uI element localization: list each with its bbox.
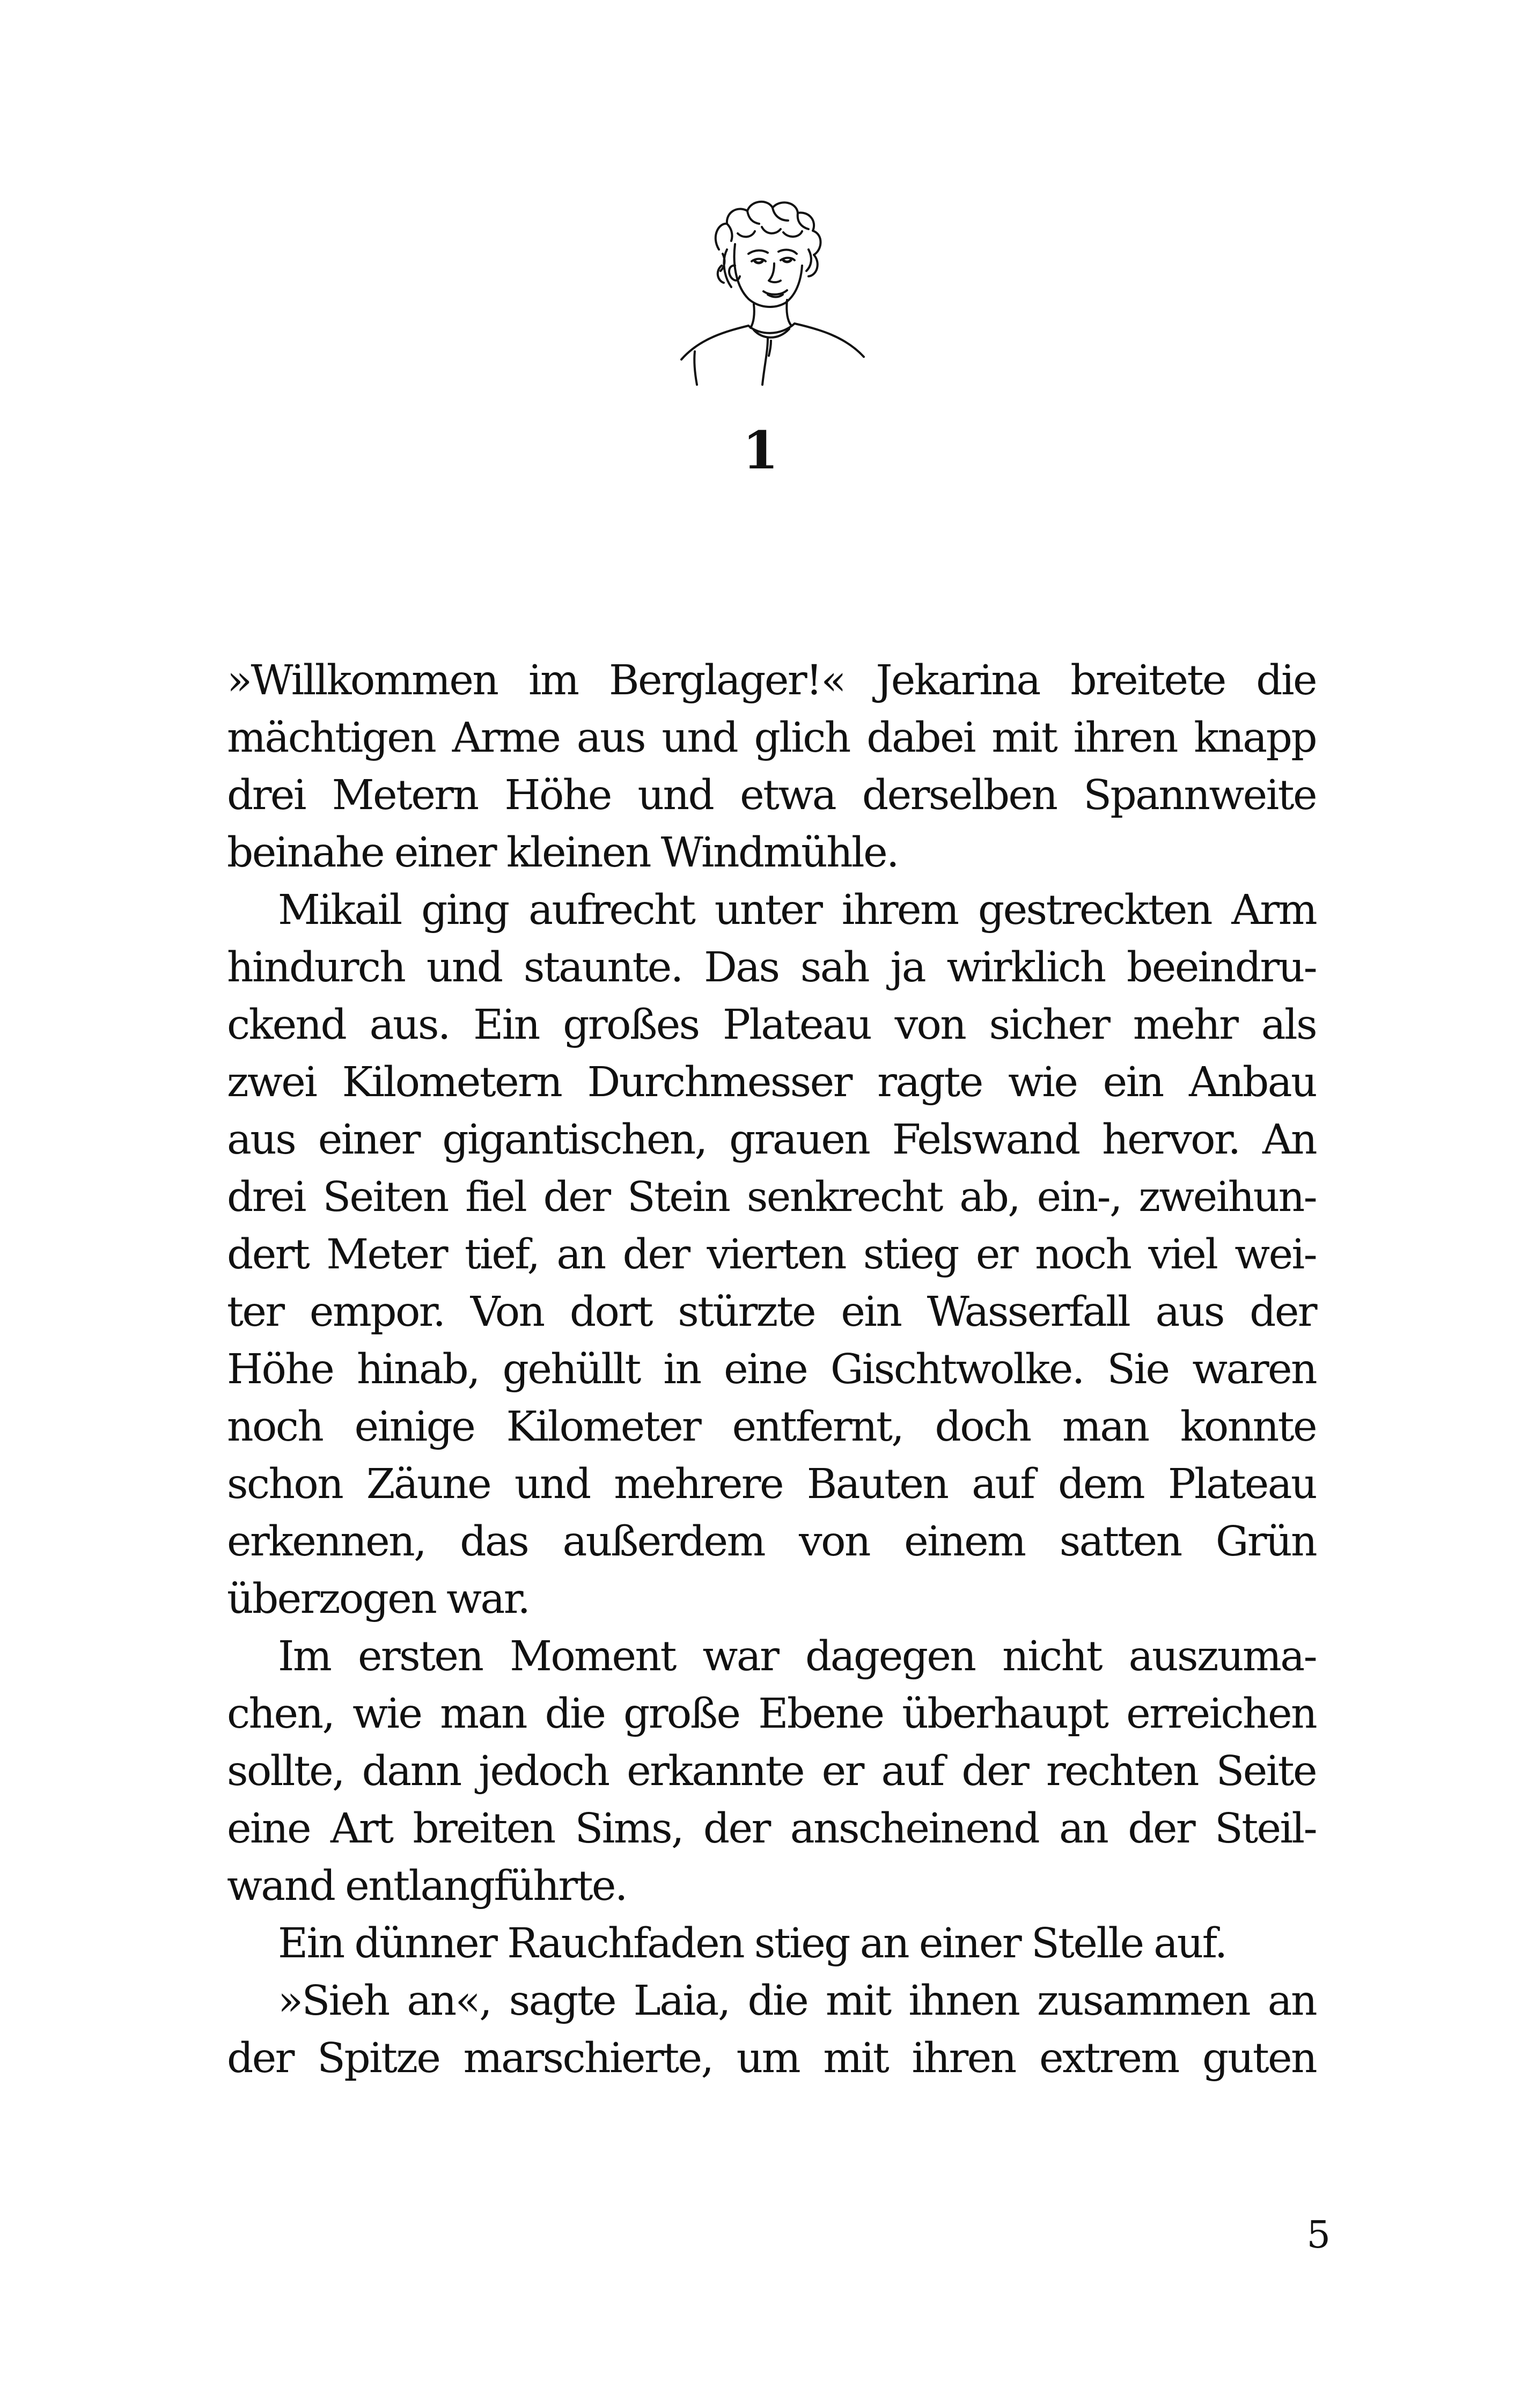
text-line: schon Zäune und mehrere Bauten auf dem Plateau (227, 1460, 1316, 1508)
text-line: aus einer gigantischen, grauen Felswand hervor. An (227, 1116, 1316, 1164)
text-line: »Sieh an«, sagte Laia, die mit ihnen zusammen an (278, 1977, 1316, 2025)
text-line: ter empor. Von dort stürzte ein Wasserfall aus der (227, 1288, 1316, 1336)
boy-portrait-icon (668, 185, 872, 389)
text-line: mächtigen Arme aus und glich dabei mit ihren knapp (227, 714, 1316, 762)
text-line: erkennen, das außerdem von einem satten Grün (227, 1518, 1316, 1566)
text-line: eine Art breiten Sims, der anscheinend an der Steil- (227, 1805, 1316, 1853)
chapter-body-text (227, 652, 1316, 2087)
text-line: beinahe einer kleinen Windmühle. (227, 829, 898, 877)
text-line: sollte, dann jedoch erkannte er auf der rechten Seite (227, 1748, 1316, 1795)
text-line: Ein dünner Rauchfaden stieg an einer Stelle auf. (278, 1920, 1226, 1967)
text-line: ckend aus. Ein großes Plateau von sicher mehr als (227, 1001, 1316, 1049)
text-line: drei Seiten fiel der Stein senkrecht ab, ein-, zweihun- (227, 1173, 1316, 1221)
text-line: zwei Kilometern Durchmesser ragte wie ein Anbau (227, 1059, 1316, 1106)
text-line: Höhe hinab, gehüllt in eine Gischtwolke. Sie waren (227, 1346, 1316, 1393)
chapter-number: 1 (743, 420, 778, 481)
text-line: hindurch und staunte. Das sah ja wirklich beeindru- (227, 944, 1316, 992)
text-line: Im ersten Moment war dagegen nicht auszuma- (278, 1633, 1316, 1680)
text-line: chen, wie man die große Ebene überhaupt erreichen (227, 1690, 1316, 1738)
text-line: dert Meter tief, an der vierten stieg er noch viel wei- (227, 1231, 1316, 1279)
text-line: der Spitze marschierte, um mit ihren extrem guten (227, 2035, 1316, 2082)
text-line: noch einige Kilometer entfernt, doch man konnte (227, 1403, 1316, 1451)
text-line: drei Metern Höhe und etwa derselben Spannweite (227, 772, 1316, 819)
chapter-portrait-illustration (668, 185, 872, 389)
page-number: 5 (1306, 2213, 1331, 2257)
text-line: Mikail ging aufrecht unter ihrem gestreckten Arm (278, 886, 1316, 934)
text-line: überzogen war. (227, 1575, 530, 1623)
text-line: »Willkommen im Berglager!« Jekarina breitete die (227, 657, 1316, 704)
text-line: wand entlangführte. (227, 1862, 627, 1910)
